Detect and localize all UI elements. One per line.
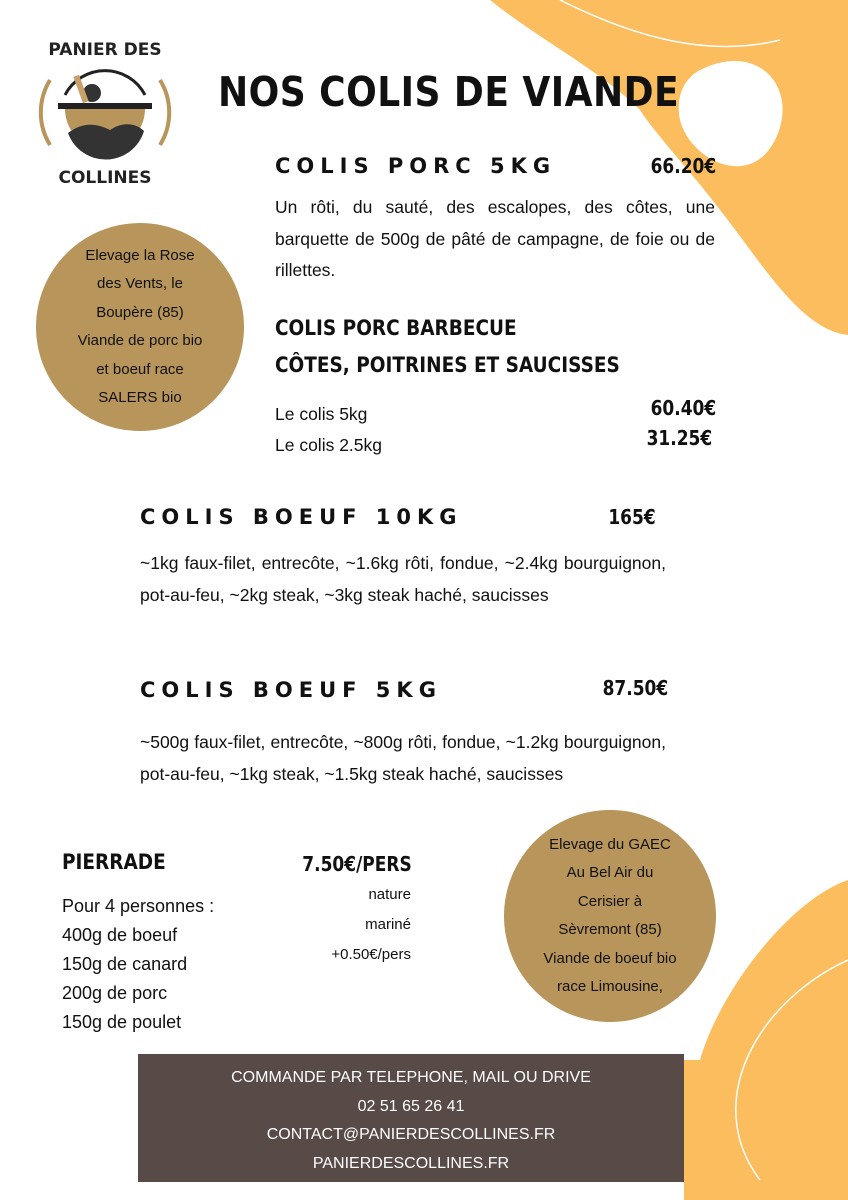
producer-line: Sèvremont (85) — [558, 921, 662, 938]
footer-phone[interactable]: 02 51 65 26 41 — [357, 1097, 465, 1115]
pierrade-price: 7.50€/PERS — [302, 852, 412, 876]
colis-bbq-subheading: CÔTES, POITRINES ET SAUCISSES — [275, 353, 620, 377]
pierrade-line: 150g de canard — [62, 954, 188, 974]
bbq-row-label: Le colis 5kg — [275, 404, 368, 424]
producer-line: des Vents, le — [97, 275, 183, 292]
pierrade-line: 400g de boeuf — [62, 925, 178, 945]
bbq-row-price: 31.25€ — [646, 426, 712, 450]
colis-porc-description: Un rôti, du sauté, des escalopes, des côtes, une barquette de 500g de pâté de campagne, de foie ou de rillettes. — [275, 197, 715, 280]
pierrade-heading: PIERRADE — [62, 850, 166, 874]
producer-line: SALERS bio — [98, 389, 182, 406]
contact-footer — [138, 1054, 684, 1182]
colis-boeuf-10-price: 165€ — [608, 505, 656, 529]
producer-circle-left — [36, 223, 244, 431]
producer-circle-right — [504, 810, 716, 1022]
bbq-row-price: 60.40€ — [650, 396, 716, 420]
producer-line: Viande de boeuf bio — [543, 949, 677, 967]
producer-line: Viande de porc bio — [77, 332, 203, 349]
colis-porc-price: 66.20€ — [650, 154, 716, 178]
producer-line: Boupère (85) — [96, 303, 184, 321]
footer-order-line: COMMANDE PAR TELEPHONE, MAIL OU DRIVE — [231, 1069, 591, 1086]
colis-boeuf-10-description: ~1kg faux-filet, entrecôte, ~1.6kg rôti, fondue, ~2.4kg bourguignon, pot-au-feu, ~2kg steak, ~3kg steak haché, saucisses — [140, 553, 666, 605]
colis-boeuf-5-heading: COLIS BOEUF 5KG — [140, 678, 442, 702]
producer-line: Cerisier à — [577, 892, 643, 910]
pierrade-option: nature — [368, 886, 411, 903]
bbq-row-label: Le colis 2.5kg — [275, 435, 383, 455]
pierrade-line: 150g de poulet — [62, 1012, 182, 1032]
colis-boeuf-5-price: 87.50€ — [602, 676, 668, 700]
producer-line: Elevage la Rose — [85, 246, 195, 264]
colis-porc-heading: COLIS PORC 5KG — [275, 154, 557, 178]
pierrade-option: +0.50€/pers — [331, 946, 411, 963]
page-title: NOS COLIS DE VIANDE — [218, 68, 680, 116]
pierrade-line: Pour 4 personnes : — [62, 896, 215, 916]
pierrade-details — [62, 892, 214, 1037]
svg-text:COLLINES: COLLINES — [58, 168, 152, 188]
pierrade-line: 200g de porc — [62, 983, 168, 1003]
colis-boeuf-10-heading: COLIS BOEUF 10KG — [140, 505, 463, 529]
footer-website[interactable]: PANIERDESCOLLINES.FR — [312, 1154, 510, 1172]
producer-line: race Limousine, — [557, 978, 663, 995]
pierrade-option: mariné — [365, 916, 411, 933]
footer-email[interactable]: CONTACT@PANIERDESCOLLINES.FR — [266, 1126, 556, 1143]
colis-bbq-heading: COLIS PORC BARBECUE — [275, 316, 517, 340]
colis-boeuf-5-description: ~500g faux-filet, entrecôte, ~800g rôti, fondue, ~1.2kg bourguignon, pot-au-feu, ~1kg steak, ~1.5kg steak haché, saucisses — [140, 732, 666, 784]
pierrade-options — [331, 880, 411, 970]
logo — [30, 25, 180, 190]
producer-line: Au Bel Air du — [566, 864, 654, 881]
producer-line: Elevage du GAEC — [549, 835, 671, 853]
producer-line: et boeuf race — [96, 360, 184, 378]
svg-text:PANIER DES: PANIER DES — [48, 40, 162, 60]
